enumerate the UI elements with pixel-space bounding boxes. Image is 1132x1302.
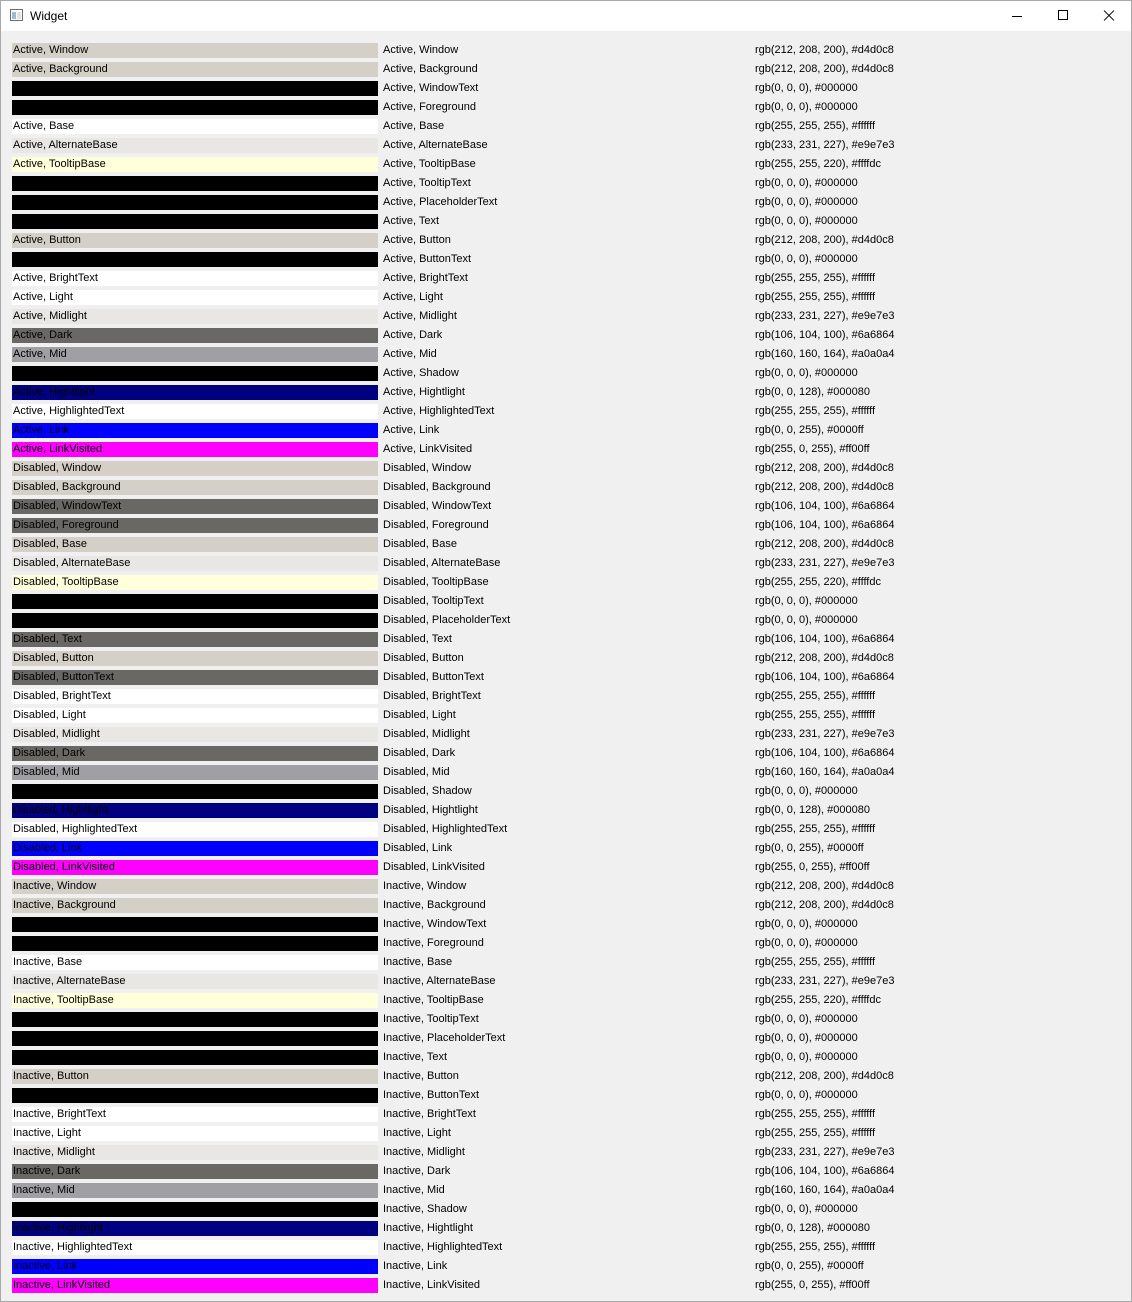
color-swatch: Disabled, Base [12,537,378,552]
palette-row [12,858,1122,877]
color-role-label: Inactive, LinkVisited [383,1279,481,1291]
color-role-label: Inactive, Dark [383,1165,451,1177]
color-value-label: rgb(255, 255, 255), #ffffff [755,405,876,417]
color-value-label: rgb(255, 255, 220), #ffffdc [755,158,881,170]
color-swatch: Inactive, TooltipText [12,1012,378,1027]
palette-row [12,288,1122,307]
color-value-label: rgb(255, 255, 255), #ffffff [755,291,876,303]
color-value-label: rgb(0, 0, 0), #000000 [755,253,858,265]
color-role-label: Disabled, Midlight [383,728,470,740]
color-swatch: Active, Dark [12,328,378,343]
color-role-label: Disabled, Dark [383,747,456,759]
color-swatch: Active, Mid [12,347,378,362]
title-bar[interactable] [1,1,1131,31]
color-value-label: rgb(106, 104, 100), #6a6864 [755,633,895,645]
color-swatch: Disabled, LinkVisited [12,860,378,875]
color-role-label: Disabled, TooltipText [383,595,484,607]
color-role-label: Disabled, Background [383,481,491,493]
color-swatch: Inactive, HighlightedText [12,1240,378,1255]
color-role-label: Inactive, Window [383,880,467,892]
color-role-label: Inactive, Shadow [383,1203,467,1215]
palette-row [12,934,1122,953]
close-button[interactable] [1086,1,1132,31]
palette-row [12,1143,1122,1162]
palette-row [12,668,1122,687]
palette-row [12,478,1122,497]
color-value-label: rgb(106, 104, 100), #6a6864 [755,671,895,683]
color-swatch: Disabled, TooltipBase [12,575,378,590]
color-role-label: Active, Light [383,291,443,303]
color-role-label: Disabled, Mid [383,766,450,778]
color-role-label: Active, Midlight [383,310,457,322]
color-role-label: Inactive, TooltipText [383,1013,479,1025]
color-value-label: rgb(0, 0, 0), #000000 [755,1013,858,1025]
palette-row [12,1048,1122,1067]
color-value-label: rgb(255, 255, 255), #ffffff [755,709,876,721]
color-role-label: Inactive, Base [383,956,453,968]
color-value-label: rgb(233, 231, 227), #e9e7e3 [755,728,895,740]
color-role-label: Active, LinkVisited [383,443,473,455]
palette-row [12,535,1122,554]
color-swatch: Inactive, Base [12,955,378,970]
palette-row [12,250,1122,269]
color-role-label: Disabled, Base [383,538,457,550]
color-swatch: Active, Link [12,423,378,438]
color-role-label: Active, ButtonText [383,253,472,265]
palette-row [12,573,1122,592]
color-swatch: Inactive, TooltipBase [12,993,378,1008]
color-value-label: rgb(212, 208, 200), #d4d0c8 [755,880,894,892]
palette-row [12,1257,1122,1276]
color-value-label: rgb(212, 208, 200), #d4d0c8 [755,652,894,664]
color-swatch: Inactive, WindowText [12,917,378,932]
color-role-label: Disabled, Shadow [383,785,472,797]
color-swatch: Active, Shadow [12,366,378,381]
color-swatch: Active, Hightlight [12,385,378,400]
palette-row [12,611,1122,630]
maximize-icon [1058,10,1068,20]
color-value-label: rgb(0, 0, 0), #000000 [755,785,858,797]
color-role-label: Active, TooltipBase [383,158,476,170]
color-swatch: Disabled, Shadow [12,784,378,799]
palette-row [12,1010,1122,1029]
color-role-label: Inactive, TooltipBase [383,994,484,1006]
palette-row [12,1200,1122,1219]
palette-row [12,1162,1122,1181]
palette-row [12,820,1122,839]
color-role-label: Disabled, TooltipBase [383,576,489,588]
color-value-label: rgb(233, 231, 227), #e9e7e3 [755,975,895,987]
color-swatch: Active, Window [12,43,378,58]
color-role-label: Active, Background [383,63,478,75]
minimize-icon [1012,16,1022,17]
color-value-label: rgb(106, 104, 100), #6a6864 [755,519,895,531]
palette-row [12,839,1122,858]
color-role-label: Active, PlaceholderText [383,196,498,208]
palette-row [12,307,1122,326]
color-value-label: rgb(233, 231, 227), #e9e7e3 [755,1146,895,1158]
color-swatch: Inactive, Dark [12,1164,378,1179]
color-swatch: Disabled, Button [12,651,378,666]
color-role-label: Disabled, Foreground [383,519,489,531]
palette-row [12,345,1122,364]
palette-row [12,402,1122,421]
color-role-label: Active, Dark [383,329,443,341]
palette-row [12,269,1122,288]
palette-row [12,763,1122,782]
color-value-label: rgb(160, 160, 164), #a0a0a4 [755,766,895,778]
color-role-label: Active, Shadow [383,367,459,379]
palette-row [12,459,1122,478]
color-swatch: Disabled, TooltipText [12,594,378,609]
color-role-label: Disabled, PlaceholderText [383,614,511,626]
close-icon [1103,10,1115,22]
color-swatch: Active, ButtonText [12,252,378,267]
color-swatch: Active, Light [12,290,378,305]
palette-row [12,991,1122,1010]
color-value-label: rgb(255, 0, 255), #ff00ff [755,443,870,455]
color-swatch: Active, Midlight [12,309,378,324]
color-swatch: Active, TooltipText [12,176,378,191]
palette-row [12,136,1122,155]
color-role-label: Active, Mid [383,348,437,360]
color-value-label: rgb(0, 0, 0), #000000 [755,177,858,189]
color-role-label: Inactive, PlaceholderText [383,1032,506,1044]
color-role-label: Inactive, WindowText [383,918,487,930]
color-role-label: Inactive, ButtonText [383,1089,479,1101]
color-swatch: Inactive, Background [12,898,378,913]
color-role-label: Inactive, Mid [383,1184,445,1196]
color-role-label: Inactive, BrightText [383,1108,476,1120]
palette-row [12,155,1122,174]
color-value-label: rgb(0, 0, 0), #000000 [755,595,858,607]
color-swatch: Active, Button [12,233,378,248]
color-swatch: Active, Background [12,62,378,77]
window-title: Widget [30,9,68,23]
palette-row [12,326,1122,345]
color-role-label: Disabled, WindowText [383,500,492,512]
palette-row [12,592,1122,611]
palette-row [12,1067,1122,1086]
color-value-label: rgb(255, 0, 255), #ff00ff [755,861,870,873]
color-role-label: Active, Link [383,424,440,436]
color-value-label: rgb(0, 0, 0), #000000 [755,1051,858,1063]
color-swatch: Disabled, Midlight [12,727,378,742]
color-swatch: Disabled, Window [12,461,378,476]
color-swatch: Inactive, Window [12,879,378,894]
color-swatch: Disabled, ButtonText [12,670,378,685]
color-swatch: Inactive, Link [12,1259,378,1274]
color-swatch: Active, Text [12,214,378,229]
color-value-label: rgb(255, 255, 255), #ffffff [755,1241,876,1253]
color-value-label: rgb(106, 104, 100), #6a6864 [755,747,895,759]
palette-row [12,744,1122,763]
color-swatch: Disabled, Foreground [12,518,378,533]
palette-row [12,231,1122,250]
palette-row [12,1181,1122,1200]
color-value-label: rgb(0, 0, 0), #000000 [755,101,858,113]
color-role-label: Inactive, Background [383,899,486,911]
color-role-label: Disabled, Link [383,842,453,854]
color-swatch: Active, HighlightedText [12,404,378,419]
palette-row [12,1105,1122,1124]
palette-row [12,1086,1122,1105]
color-swatch: Inactive, Foreground [12,936,378,951]
color-value-label: rgb(255, 255, 220), #ffffdc [755,576,881,588]
color-value-label: rgb(106, 104, 100), #6a6864 [755,329,895,341]
color-value-label: rgb(106, 104, 100), #6a6864 [755,500,895,512]
color-role-label: Disabled, Light [383,709,456,721]
color-swatch: Inactive, Midlight [12,1145,378,1160]
color-role-label: Disabled, Text [383,633,452,645]
color-role-label: Disabled, ButtonText [383,671,484,683]
color-swatch: Inactive, ButtonText [12,1088,378,1103]
color-role-label: Active, Button [383,234,451,246]
color-value-label: rgb(0, 0, 0), #000000 [755,215,858,227]
color-swatch: Inactive, Button [12,1069,378,1084]
color-role-label: Active, Hightlight [383,386,465,398]
color-value-label: rgb(0, 0, 0), #000000 [755,937,858,949]
palette-row [12,98,1122,117]
color-role-label: Inactive, Foreground [383,937,484,949]
color-swatch: Disabled, Light [12,708,378,723]
color-swatch: Inactive, Hightlight [12,1221,378,1236]
color-value-label: rgb(106, 104, 100), #6a6864 [755,1165,895,1177]
maximize-button[interactable] [1040,1,1086,31]
color-role-label: Active, Foreground [383,101,476,113]
color-swatch: Disabled, Text [12,632,378,647]
palette-row [12,1219,1122,1238]
palette-row [12,915,1122,934]
color-value-label: rgb(255, 255, 255), #ffffff [755,823,876,835]
color-role-label: Active, Base [383,120,445,132]
palette-row [12,725,1122,744]
color-value-label: rgb(0, 0, 0), #000000 [755,1203,858,1215]
color-role-label: Active, BrightText [383,272,468,284]
color-role-label: Disabled, Hightlight [383,804,478,816]
color-swatch: Disabled, WindowText [12,499,378,514]
color-swatch: Active, WindowText [12,81,378,96]
color-value-label: rgb(212, 208, 200), #d4d0c8 [755,481,894,493]
color-value-label: rgb(0, 0, 0), #000000 [755,1089,858,1101]
color-role-label: Disabled, Window [383,462,472,474]
palette-row [12,953,1122,972]
color-swatch: Active, AlternateBase [12,138,378,153]
palette-row [12,649,1122,668]
color-swatch: Inactive, Light [12,1126,378,1141]
palette-row [12,440,1122,459]
palette-row [12,497,1122,516]
palette-row [12,801,1122,820]
color-swatch: Active, TooltipBase [12,157,378,172]
color-swatch: Active, LinkVisited [12,442,378,457]
minimize-button[interactable] [994,1,1040,31]
palette-row [12,421,1122,440]
palette-row [12,1029,1122,1048]
color-swatch: Disabled, Dark [12,746,378,761]
color-value-label: rgb(0, 0, 0), #000000 [755,196,858,208]
color-role-label: Active, Text [383,215,440,227]
color-role-label: Inactive, Text [383,1051,447,1063]
palette-row [12,1238,1122,1257]
color-swatch: Disabled, Mid [12,765,378,780]
color-value-label: rgb(255, 255, 255), #ffffff [755,120,876,132]
palette-row [12,41,1122,60]
palette-list [12,41,1122,1295]
color-value-label: rgb(212, 208, 200), #d4d0c8 [755,44,894,56]
color-role-label: Active, Window [383,44,459,56]
color-swatch: Disabled, Background [12,480,378,495]
palette-row [12,877,1122,896]
palette-row [12,364,1122,383]
color-value-label: rgb(255, 255, 255), #ffffff [755,1127,876,1139]
color-value-label: rgb(0, 0, 255), #0000ff [755,1260,864,1272]
palette-row [12,193,1122,212]
color-swatch: Active, Base [12,119,378,134]
palette-row [12,212,1122,231]
color-value-label: rgb(0, 0, 128), #000080 [755,804,870,816]
color-value-label: rgb(0, 0, 0), #000000 [755,367,858,379]
color-swatch: Inactive, Mid [12,1183,378,1198]
color-value-label: rgb(0, 0, 255), #0000ff [755,842,864,854]
color-value-label: rgb(255, 255, 220), #ffffdc [755,994,881,1006]
color-role-label: Inactive, Midlight [383,1146,465,1158]
color-swatch: Inactive, Text [12,1050,378,1065]
color-swatch: Disabled, Hightlight [12,803,378,818]
palette-row [12,1124,1122,1143]
palette-row [12,687,1122,706]
color-value-label: rgb(233, 231, 227), #e9e7e3 [755,310,895,322]
color-value-label: rgb(160, 160, 164), #a0a0a4 [755,348,895,360]
color-role-label: Inactive, Button [383,1070,459,1082]
color-swatch: Inactive, Shadow [12,1202,378,1217]
color-value-label: rgb(212, 208, 200), #d4d0c8 [755,1070,894,1082]
color-value-label: rgb(255, 255, 255), #ffffff [755,1108,876,1120]
color-role-label: Disabled, HighlightedText [383,823,508,835]
palette-row [12,60,1122,79]
color-value-label: rgb(255, 255, 255), #ffffff [755,690,876,702]
color-value-label: rgb(160, 160, 164), #a0a0a4 [755,1184,895,1196]
color-swatch: Disabled, PlaceholderText [12,613,378,628]
color-swatch: Disabled, HighlightedText [12,822,378,837]
palette-row [12,554,1122,573]
palette-row [12,1276,1122,1295]
color-value-label: rgb(0, 0, 0), #000000 [755,918,858,930]
color-value-label: rgb(255, 255, 255), #ffffff [755,272,876,284]
palette-row [12,79,1122,98]
color-value-label: rgb(212, 208, 200), #d4d0c8 [755,899,894,911]
color-value-label: rgb(0, 0, 0), #000000 [755,1032,858,1044]
palette-row [12,972,1122,991]
color-role-label: Active, HighlightedText [383,405,495,417]
color-value-label: rgb(212, 208, 200), #d4d0c8 [755,63,894,75]
app-window-icon[interactable] [10,9,23,21]
palette-row [12,383,1122,402]
color-role-label: Active, AlternateBase [383,139,488,151]
color-role-label: Active, WindowText [383,82,479,94]
color-role-label: Inactive, HighlightedText [383,1241,503,1253]
color-swatch: Inactive, AlternateBase [12,974,378,989]
color-role-label: Active, TooltipText [383,177,471,189]
color-swatch: Disabled, AlternateBase [12,556,378,571]
color-swatch: Inactive, LinkVisited [12,1278,378,1293]
color-value-label: rgb(255, 0, 255), #ff00ff [755,1279,870,1291]
color-role-label: Inactive, Light [383,1127,451,1139]
palette-row [12,782,1122,801]
color-value-label: rgb(255, 255, 255), #ffffff [755,956,876,968]
palette-row [12,630,1122,649]
color-role-label: Disabled, BrightText [383,690,481,702]
color-value-label: rgb(233, 231, 227), #e9e7e3 [755,139,895,151]
color-role-label: Inactive, AlternateBase [383,975,496,987]
color-swatch: Disabled, BrightText [12,689,378,704]
color-value-label: rgb(0, 0, 128), #000080 [755,386,870,398]
color-swatch: Inactive, PlaceholderText [12,1031,378,1046]
color-swatch: Inactive, BrightText [12,1107,378,1122]
color-value-label: rgb(212, 208, 200), #d4d0c8 [755,538,894,550]
color-value-label: rgb(233, 231, 227), #e9e7e3 [755,557,895,569]
color-role-label: Disabled, AlternateBase [383,557,501,569]
palette-row [12,516,1122,535]
color-role-label: Inactive, Link [383,1260,448,1272]
color-value-label: rgb(0, 0, 0), #000000 [755,614,858,626]
palette-row [12,117,1122,136]
color-swatch: Active, Foreground [12,100,378,115]
color-role-label: Disabled, LinkVisited [383,861,485,873]
color-value-label: rgb(0, 0, 255), #0000ff [755,424,864,436]
palette-row [12,174,1122,193]
color-value-label: rgb(0, 0, 128), #000080 [755,1222,870,1234]
color-value-label: rgb(0, 0, 0), #000000 [755,82,858,94]
color-role-label: Inactive, Hightlight [383,1222,473,1234]
color-swatch: Active, BrightText [12,271,378,286]
color-value-label: rgb(212, 208, 200), #d4d0c8 [755,462,894,474]
palette-row [12,706,1122,725]
color-role-label: Disabled, Button [383,652,464,664]
palette-row [12,896,1122,915]
color-swatch: Active, PlaceholderText [12,195,378,210]
color-value-label: rgb(212, 208, 200), #d4d0c8 [755,234,894,246]
color-swatch: Disabled, Link [12,841,378,856]
